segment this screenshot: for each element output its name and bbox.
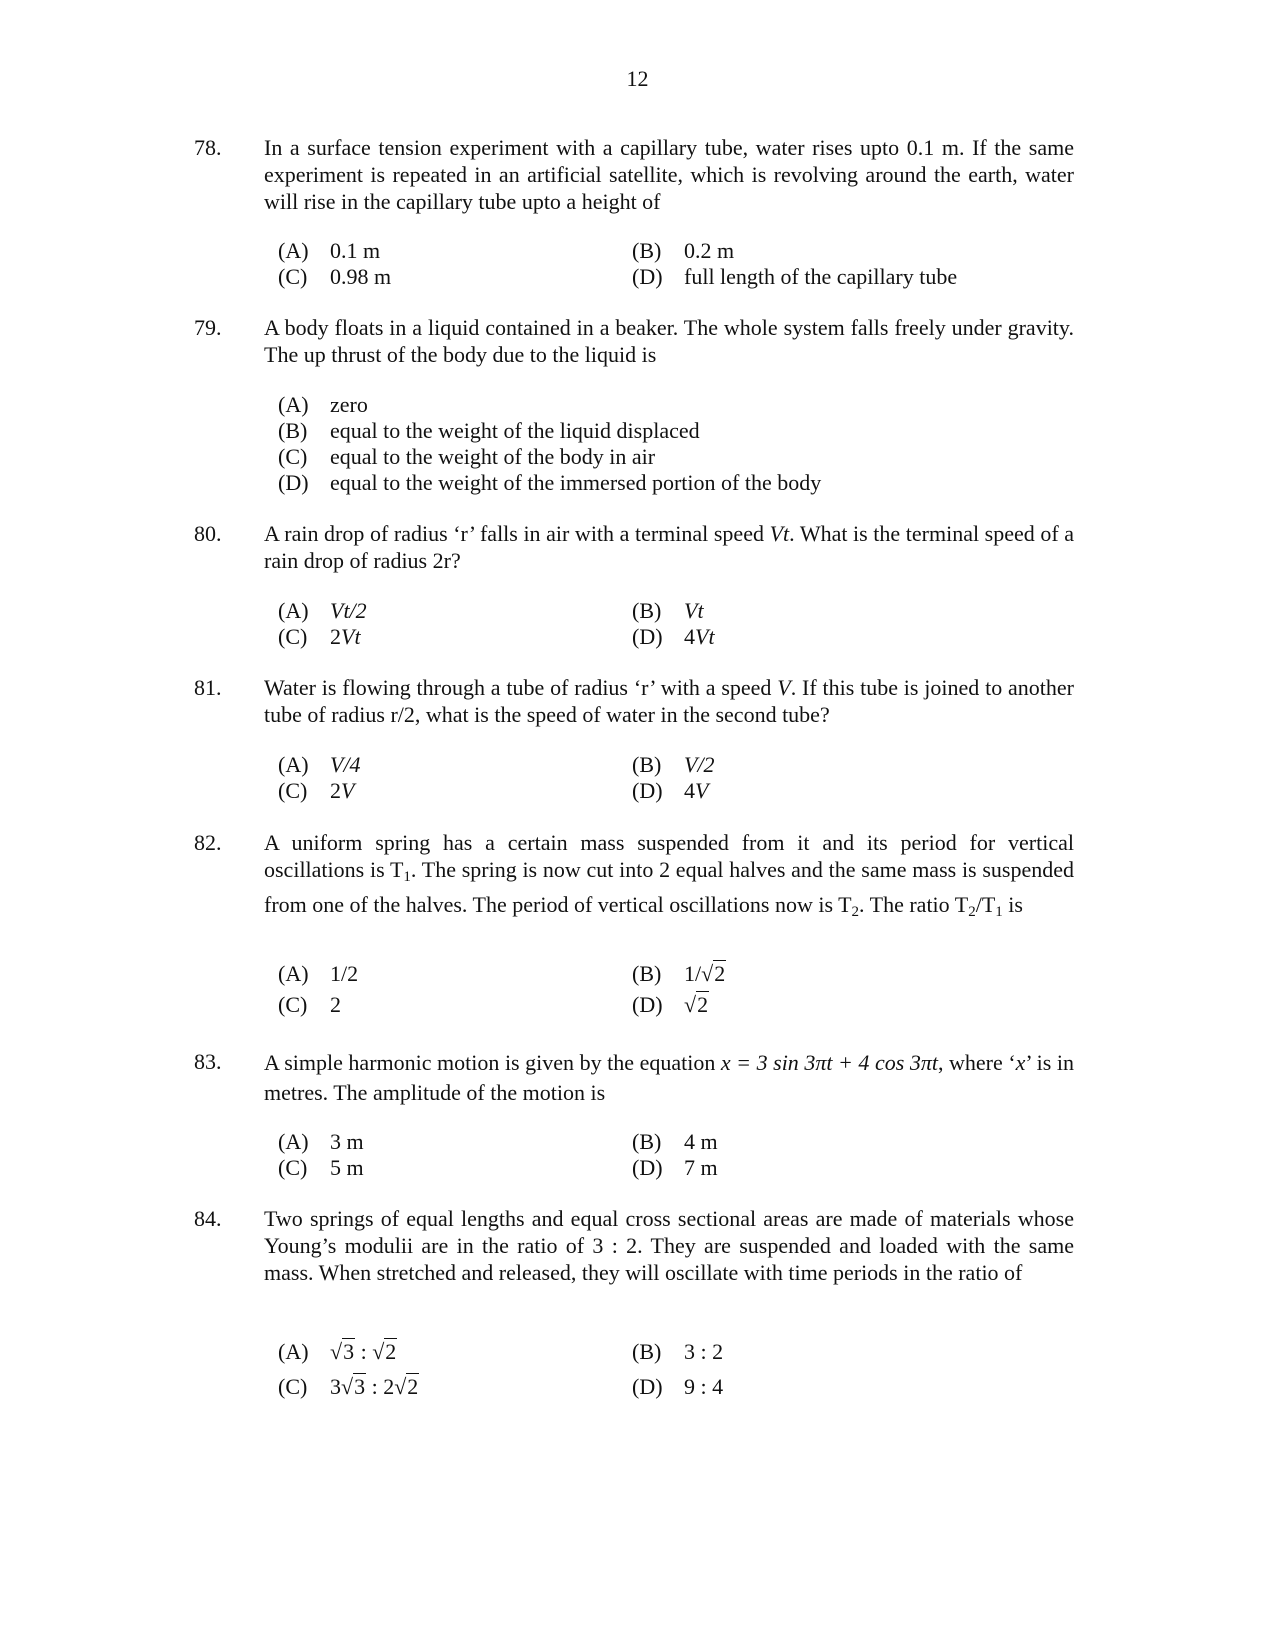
question-text: A simple harmonic motion is given by the equation x = 3 sin 3πt + 4 cos 3πt, where ‘x’ is in metres. The amplitude of the motion is (264, 1050, 1074, 1105)
sqrt-symbol: √3 (330, 1339, 355, 1364)
option-d: (D) 7 m (632, 1155, 718, 1180)
sqrt-symbol: √3 (341, 1374, 366, 1399)
question-number: 79. (194, 315, 222, 340)
option-b: (B) 0.2 m (632, 238, 735, 263)
option-a: (A) 1/2 (278, 961, 359, 986)
question-text: In a surface tension experiment with a capillary tube, water rises upto 0.1 m. If the same experiment is repeated in an artificial satellite, which is revolving around the earth, water will rise in the capillary tube upto a height of (264, 135, 1074, 214)
option-c: (C) 5 m (278, 1155, 364, 1180)
option-d: (D) 4Vt (632, 624, 715, 649)
question-number: 78. (194, 135, 222, 160)
sqrt-symbol: √2 (684, 992, 709, 1017)
option-c: (C) 2V (278, 778, 355, 803)
page-number: 12 (626, 66, 649, 91)
option-a: (A) Vt/2 (278, 598, 367, 623)
option-b: (B) Vt (632, 598, 704, 623)
option-a: (A) V/4 (278, 752, 361, 777)
question-text: A rain drop of radius ‘r’ falls in air with a terminal speed Vt. What is the terminal speed of a rain drop of radius 2r? (264, 521, 1075, 573)
question-number: 83. (194, 1049, 222, 1074)
option-d: (D) 4V (632, 778, 709, 803)
question-number: 84. (194, 1206, 222, 1231)
question-text: A body floats in a liquid contained in a beaker. The whole system falls freely under gravity. The up thrust of the body due to the liquid is (264, 315, 1074, 367)
option-c: (C) 2 (278, 992, 341, 1017)
option-d: (D) 9 : 4 (632, 1374, 724, 1399)
option-c: (C) equal to the weight of the body in air (278, 444, 656, 469)
option-a: (A) 3 m (278, 1129, 364, 1154)
option-d: (D) full length of the capillary tube (632, 264, 958, 289)
option-a: (A) zero (278, 392, 368, 417)
option-b: (B) 3 : 2 (632, 1339, 724, 1364)
question-text: A uniform spring has a certain mass suspended from it and its period for vertical oscillations is $T_1$. The spring is now cut into 2 equal halves and the same mass is suspended from one of the halves. The period of vertical oscillations now is $T_2$. The ratio $T_2/T_1$ is (264, 830, 1075, 920)
option-c: (C) 2Vt (278, 624, 361, 649)
option-b: (B) 1/√2 (632, 961, 726, 986)
option-b: (B) V/2 (632, 752, 715, 777)
option-c: (C) 0.98 m (278, 264, 392, 289)
sqrt-symbol: √2 (394, 1374, 419, 1399)
option-b: (B) 4 m (632, 1129, 718, 1154)
option-d: (D) equal to the weight of the immersed portion of the body (278, 470, 822, 495)
option-a: (A) √3 : √2 (278, 1339, 397, 1364)
question-number: 81. (194, 675, 222, 700)
question-text: Two springs of equal lengths and equal cross sectional areas are made of materials whose Young’s modulii are in the ratio of 3 : 2. They are suspended and loaded with the same mass. When stretched and released, they will oscillate with time periods in the ratio of (264, 1206, 1074, 1285)
option-b: (B) equal to the weight of the liquid displaced (278, 418, 700, 443)
option-a: (A) 0.1 m (278, 238, 381, 263)
option-d: (D) √2 (632, 992, 709, 1017)
question-number: 80. (194, 521, 222, 546)
sqrt-symbol: √2 (701, 961, 726, 986)
option-c: (C) 3√3 : 2√2 (278, 1374, 419, 1399)
sqrt-symbol: √2 (372, 1339, 397, 1364)
question-number: 82. (194, 830, 222, 855)
question-text: Water is flowing through a tube of radius ‘r’ with a speed V. If this tube is joined to another tube of radius r/2, what is the speed of water in the second tube? (264, 675, 1074, 727)
equation: x = 3 sin 3πt + 4 cos 3πt (720, 1050, 938, 1075)
